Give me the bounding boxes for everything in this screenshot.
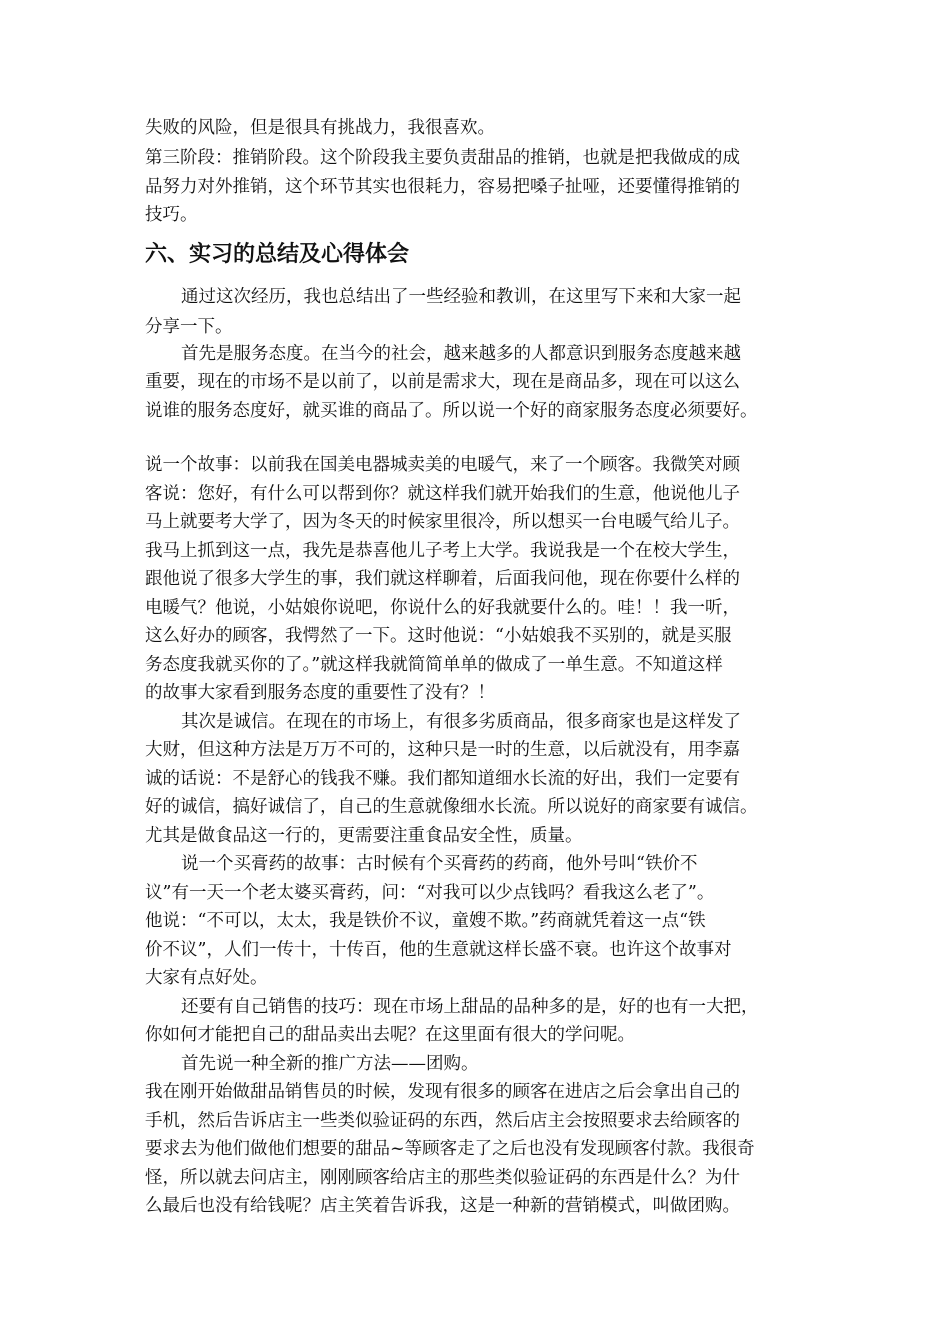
body-line: 手机，然后告诉店主一些类似验证码的东西，然后店主会按照要求去给顾客的 [145, 1111, 740, 1131]
body-line: 说一个买膏药的故事：古时候有个买膏药的药商，他外号叫“铁价不 [181, 854, 698, 874]
body-line: 的故事大家看到服务态度的重要性了没有？！ [145, 683, 495, 703]
body-line: 尤其是做食品这一行的，更需要注重食品安全性，质量。 [145, 826, 583, 846]
body-line: 马上就要考大学了，因为冬天的时候家里很冷，所以想买一台电暖气给儿子。 [145, 512, 740, 532]
body-line: 跟他说了很多大学生的事，我们就这样聊着，后面我问他，现在你要什么样的 [145, 569, 740, 589]
body-line: 这么好办的顾客，我愕然了一下。这时他说：“小姑娘我不买别的，就是买服 [145, 626, 732, 646]
body-line: 我在刚开始做甜品销售员的时候，发现有很多的顾客在进店之后会拿出自己的 [145, 1082, 740, 1102]
body-line: 么最后也没有给钱呢？店主笑着告诉我，这是一种新的营销模式，叫做团购。 [145, 1196, 740, 1216]
body-line: 首先说一种全新的推广方法——团购。 [181, 1054, 479, 1074]
body-line: 好的诚信，搞好诚信了，自己的生意就像细水长流。所以说好的商家要有诚信。 [145, 797, 758, 817]
body-line: 大财，但这种方法是万万不可的，这种只是一时的生意，以后就没有，用李嘉 [145, 740, 740, 760]
body-line: 议”有一天一个老太婆买膏药，问：“对我可以少点钱吗？看我这么老了”。 [145, 883, 715, 903]
body-line: 诚的话说：不是舒心的钱我不赚。我们都知道细水长流的好出，我们一定要有 [145, 769, 740, 789]
body-line: 客说：您好，有什么可以帮到你？就这样我们就开始我们的生意，他说他儿子 [145, 484, 740, 504]
body-line: 务态度我就买你的了。”就这样我就简简单单的做成了一单生意。不知道这样 [145, 655, 723, 675]
body-line: 价不议”，人们一传十，十传百，他的生意就这样长盛不衰。也许这个故事对 [145, 940, 732, 960]
body-line: 还要有自己销售的技巧：现在市场上甜品的品种多的是，好的也有一大把， [181, 997, 759, 1017]
body-line: 怪，所以就去问店主，刚刚顾客给店主的那些类似验证码的东西是什么？为什 [145, 1168, 740, 1188]
body-line: 第三阶段：推销阶段。这个阶段我主要负责甜品的推销，也就是把我做成的成 [145, 148, 740, 168]
body-line: 大家有点好处。 [145, 968, 268, 988]
body-line: 电暖气？他说，小姑娘你说吧，你说什么的好我就要什么的。哇！！我一听， [145, 598, 740, 618]
body-line: 重要，现在的市场不是以前了，以前是需求大，现在是商品多，现在可以这么 [145, 372, 740, 392]
body-line: 首先是服务态度。在当今的社会，越来越多的人都意识到服务态度越来越 [181, 344, 741, 364]
body-line: 通过这次经历，我也总结出了一些经验和教训，在这里写下来和大家一起 [181, 287, 741, 307]
body-line: 技巧。 [145, 205, 198, 225]
body-line: 说一个故事：以前我在国美电器城卖美的电暖气，来了一个顾客。我微笑对顾 [145, 455, 740, 475]
body-line: 我马上抓到这一点，我先是恭喜他儿子考上大学。我说我是一个在校大学生， [145, 541, 740, 561]
body-line: 你如何才能把自己的甜品卖出去呢？在这里面有很大的学问呢。 [145, 1025, 635, 1045]
body-line: 他说：“不可以，太太，我是铁价不议，童嫂不欺。”药商就凭着这一点“铁 [145, 911, 706, 931]
section-heading: 六、实习的总结及心得体会 [145, 242, 410, 267]
body-line: 其次是诚信。在现在的市场上，有很多劣质商品，很多商家也是这样发了 [181, 712, 741, 732]
body-line: 说谁的服务态度好，就买谁的商品了。所以说一个好的商家服务态度必须要好。 [145, 401, 758, 421]
body-line: 失败的风险，但是很具有挑战力，我很喜欢。 [145, 118, 495, 138]
body-line: 要求去为他们做他们想要的甜品~等顾客走了之后也没有发现顾客付款。我很奇 [145, 1139, 755, 1159]
body-line: 分享一下。 [145, 317, 233, 337]
body-line: 品努力对外推销，这个环节其实也很耗力，容易把嗓子扯哑，还要懂得推销的 [145, 177, 740, 197]
